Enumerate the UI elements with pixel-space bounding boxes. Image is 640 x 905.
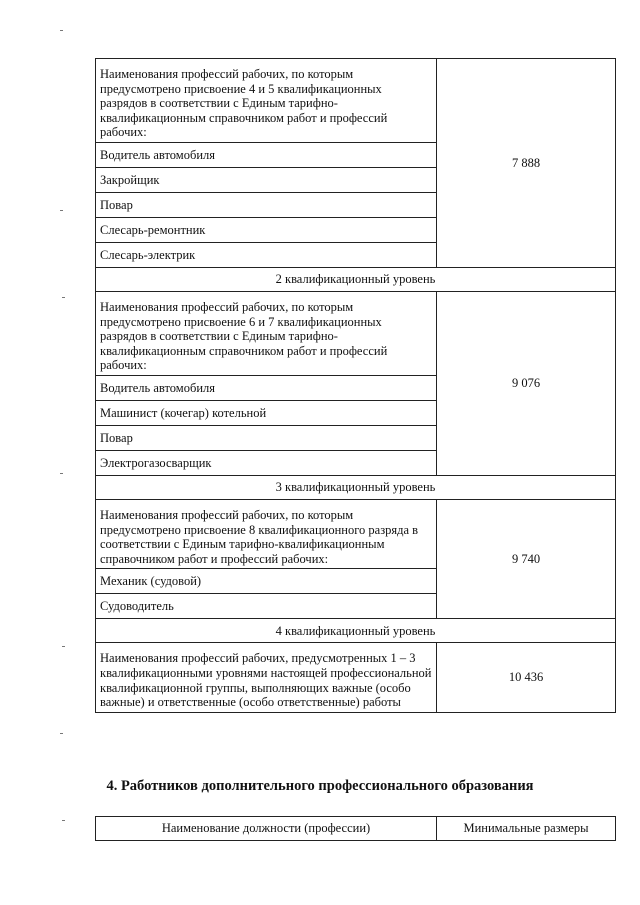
list-item: Закройщик (96, 167, 437, 192)
column-header-min-size: Минимальные размеры (437, 817, 616, 841)
list-item: Механик (судовой) (96, 569, 437, 594)
scan-mark (62, 297, 65, 298)
scan-mark (60, 733, 63, 734)
level-4-header: 4 квалификационный уровень (96, 619, 616, 643)
group2-value: 9 076 (437, 291, 616, 475)
list-item: Машинист (кочегар) котельной (96, 400, 437, 425)
section-heading: 4. Работников дополнительного профессионального образования (106, 778, 534, 794)
column-header-position: Наименование должности (профессии) (96, 817, 437, 841)
scan-mark (60, 30, 63, 31)
table-row (96, 267, 616, 291)
list-item: Слесарь-ремонтник (96, 217, 437, 242)
group3-description: Наименования профессий рабочих, по которым предусмотрено присвоение 8 квалификационного разряда в соответствии с Единым тарифно-квалификационным справочником работ и профессий рабочих: (96, 499, 437, 568)
scan-mark (62, 646, 65, 647)
table-header-row (96, 817, 616, 841)
section-table (95, 816, 616, 841)
table-row (96, 59, 616, 143)
scan-mark (60, 473, 63, 474)
table-row (96, 499, 616, 568)
salary-table (95, 58, 616, 713)
scan-mark (62, 820, 65, 821)
list-item: Водитель автомобиля (96, 142, 437, 167)
table-row (96, 643, 616, 712)
list-item: Водитель автомобиля (96, 375, 437, 400)
table-row (96, 619, 616, 643)
level-2-header: 2 квалификационный уровень (96, 267, 616, 291)
group3-value: 9 740 (437, 499, 616, 618)
list-item: Повар (96, 425, 437, 450)
table-row (96, 291, 616, 375)
table-row (96, 475, 616, 499)
group1-value: 7 888 (437, 59, 616, 268)
group4-value: 10 436 (437, 643, 616, 712)
group1-description: Наименования профессий рабочих, по которым предусмотрено присвоение 4 и 5 квалификационных разрядов в соответствии с Единым тарифно-квалификационным справочником работ и профессий рабочих: (96, 59, 437, 143)
group4-description: Наименования профессий рабочих, предусмотренных 1 – 3 квалификационными уровнями настоящей профессиональной квалификационной группы, выполняющих важные (особо важные) и ответственные (особо ответственные) работы (96, 643, 437, 712)
list-item: Судоводитель (96, 594, 437, 619)
list-item: Повар (96, 192, 437, 217)
list-item: Электрогазосварщик (96, 450, 437, 475)
scan-mark (60, 210, 63, 211)
list-item: Слесарь-электрик (96, 242, 437, 267)
level-3-header: 3 квалификационный уровень (96, 475, 616, 499)
group2-description: Наименования профессий рабочих, по которым предусмотрено присвоение 6 и 7 квалификационных разрядов в соответствии с Единым тарифно-квалификационным справочником работ и профессий рабочих: (96, 291, 437, 375)
